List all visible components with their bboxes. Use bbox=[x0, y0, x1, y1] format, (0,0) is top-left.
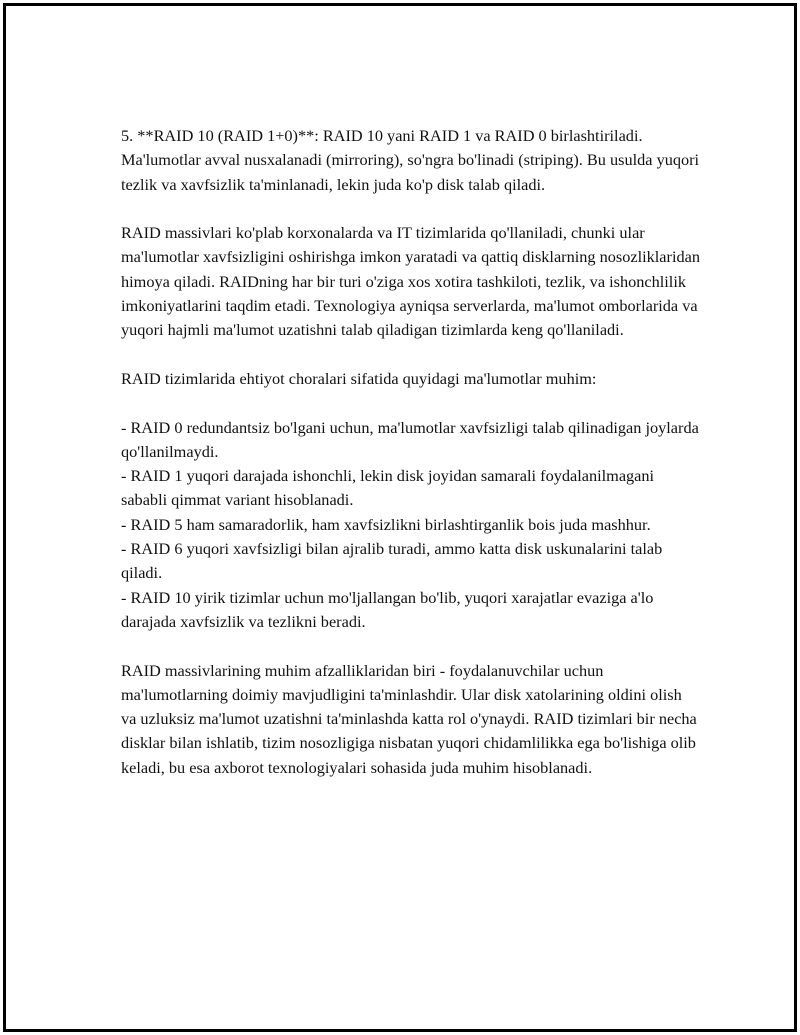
paragraph-advantages: RAID massivlarining muhim afzalliklaridan biri - foydalanuvchilar uchun ma'lumotlarning doimiy mavjudligini ta'minlashdir. Ular disk xatolarining oldini olish va uzluksiz ma'lumot uzatishni ta'minlashda katta rol o'ynaydi. RAID tizimlari bir necha disklar bilan ishlatib, tizim nosozligiga nisbatan yuqori chidamlilikka ega bo'lishiga olib keladi, bu esa axborot texnologiyalari sohasida juda muhim hisoblanadi. bbox=[121, 660, 697, 777]
paragraph-raid10: 5. **RAID 10 (RAID 1+0)**: RAID 10 yani RAID 1 va RAID 0 birlashtiriladi. Ma'lumotlar avval nusxalanadi (mirroring), so'ngra bo'linadi (striping). Bu usulda yuqori tezlik va xavfsizlik ta'minlanadi, lekin juda ko'p disk talab qiladi. bbox=[121, 126, 700, 194]
document-body bbox=[121, 124, 701, 804]
precautions-list bbox=[121, 416, 701, 635]
page-frame bbox=[3, 3, 797, 1032]
list-item: - RAID 6 yuqori xavfsizligi bilan ajralib turadi, ammo katta disk uskunalarini talab qiladi. bbox=[121, 539, 663, 583]
list-item: - RAID 5 ham samaradorlik, ham xavfsizlikni birlashtirganlik bois juda mashhur. bbox=[121, 514, 651, 534]
list-item: - RAID 1 yuqori darajada ishonchli, lekin disk joyidan samarali foydalanilmagani sababli qimmat variant hisoblanadi. bbox=[121, 466, 655, 510]
list-item: - RAID 0 redundantsiz bo'lgani uchun, ma'lumotlar xavfsizligi talab qilinadigan joylarda qo'llanilmaydi. bbox=[121, 417, 699, 461]
list-item: - RAID 10 yirik tizimlar uchun mo'ljallangan bo'lib, yuqori xarajatlar evaziga a'lo darajada xavfsizlik va tezlikni beradi. bbox=[121, 587, 654, 631]
paragraph-raid-usage: RAID massivlari ko'plab korxonalarda va IT tizimlarida qo'llaniladi, chunki ular ma'lumotlar xavfsizligini oshirishga imkon yaratadi va qattiq disklarning nosozliklaridan himoya qiladi. RAIDning har bir turi o'ziga xos xotira tashkiloti, tezlik, va ishonchlilik imkoniyatlarini taqdim etadi. Texnologiya ayniqsa serverlarda, ma'lumot omborlarida va yuqori hajmli ma'lumot uzatishni talab qiladigan tizimlarda keng qo'llaniladi. bbox=[121, 223, 700, 340]
paragraph-precautions-intro: RAID tizimlarida ehtiyot choralari sifatida quyidagi ma'lumotlar muhim: bbox=[121, 368, 597, 388]
